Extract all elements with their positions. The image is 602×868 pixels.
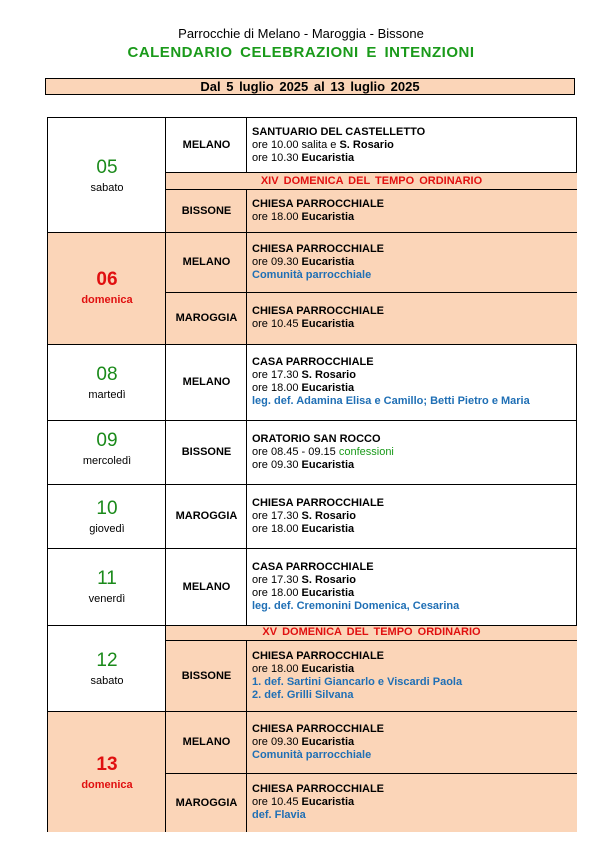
time-text: ore 17.30 [252,573,302,586]
date-number: 10 [96,498,118,519]
venue-name: CHIESA PARROCCHIALE [252,496,385,509]
event-details [247,232,577,292]
date-weekday: martedì [88,389,126,401]
banner-xv-sunday: XV DOMENICA DEL TEMPO ORDINARIO [262,626,481,638]
date-06 [48,269,166,306]
date-number: 13 [96,754,118,775]
date-number: 09 [96,430,118,451]
time-text: ore 18.00 [252,522,302,535]
calendar-table [47,117,577,832]
date-weekday: sabato [90,182,124,194]
date-09 [48,430,166,467]
place-label: MELANO [182,580,231,593]
event-type: S. Rosario [301,509,356,522]
row-divider [48,711,577,712]
event-type: confessioni [338,445,394,458]
time-text: ore 10.30 [252,151,302,164]
venue-name: CASA PARROCCHIALE [252,560,374,573]
date-weekday: giovedì [89,523,125,535]
event-details [247,773,577,832]
date-weekday: venerdì [88,593,126,605]
intention-text: Comunità parrocchiale [252,268,372,281]
row-divider [48,484,577,485]
place-label: MELANO [182,139,231,151]
row-divider [166,640,577,641]
event-type: Eucaristia [301,796,355,808]
time-text: ore 17.30 [252,369,302,381]
venue-name: CHIESA PARROCCHIALE [252,649,385,662]
intention-text: leg. def. Cremonini Domenica, Cesarina [252,599,460,612]
row-divider [48,625,577,626]
event-details [247,484,577,548]
event-details [247,190,577,232]
time-text: ore 10.45 [252,796,302,808]
row-divider [166,773,577,774]
date-12 [48,650,166,687]
event-type: Eucaristia [301,255,355,268]
event-type: S. Rosario [301,369,356,381]
event-type: Eucaristia [301,151,355,164]
venue-name: CASA PARROCCHIALE [252,356,374,368]
date-number: 06 [96,269,118,290]
event-type: Eucaristia [301,522,355,535]
parishes-header: Parrocchie di Melano - Maroggia - Bissone [178,26,424,41]
date-13 [48,754,166,791]
event-type: Eucaristia [301,458,355,471]
intention-text: 1. def. Sartini Giancarlo e Viscardi Paola [252,675,463,688]
column-divider [165,118,166,832]
event-details [247,118,577,172]
time-text: ore 08.45 - 09.15 [252,445,339,458]
event-details [247,344,577,420]
place-label: MELANO [182,256,231,268]
event-details [247,711,577,773]
column-divider [246,118,247,172]
time-text: ore 10.00 salita e [252,138,340,151]
venue-name: SANTUARIO DEL CASTELLETTO [252,125,426,138]
row-divider [166,292,577,293]
date-number: 12 [96,650,118,671]
event-type: S. Rosario [301,573,356,586]
place-label: MAROGGIA [175,312,238,324]
event-type: Eucaristia [301,662,355,675]
event-type: Eucaristia [301,382,355,394]
banner-xiv-sunday: XIV DOMENICA DEL TEMPO ORDINARIO [260,175,483,187]
column-divider [246,640,247,832]
date-weekday: mercoledì [82,455,132,467]
event-details [247,640,577,711]
place-label: MELANO [182,736,231,748]
row-divider [166,189,577,190]
intention-text: def. Flavia [252,809,306,821]
venue-name: CHIESA PARROCCHIALE [252,198,385,210]
event-details [247,420,577,484]
date-08 [48,364,166,401]
place-label: BISSONE [181,446,232,458]
date-weekday: sabato [90,675,124,687]
place-label: MAROGGIA [175,510,238,522]
time-text: ore 18.00 [252,211,302,223]
date-11 [48,568,166,605]
event-details [247,548,577,625]
date-10 [48,498,166,535]
date-05 [48,157,166,194]
date-weekday: domenica [81,779,133,791]
row-divider [48,420,577,421]
date-number: 11 [97,568,117,589]
place-label: MELANO [182,376,231,388]
event-type: Eucaristia [301,586,355,599]
row-divider [166,172,577,173]
intention-text: 2. def. Grilli Silvana [252,688,354,701]
row-divider [48,232,577,233]
event-type: Eucaristia [301,318,355,330]
place-label: MAROGGIA [175,796,238,809]
time-text: ore 18.00 [252,586,302,599]
place-label: BISSONE [181,669,232,682]
date-range-bar: Dal 5 luglio 2025 al 13 luglio 2025 [45,78,575,95]
event-type: Eucaristia [301,211,355,223]
time-text: ore 09.30 [252,255,302,268]
calendar-title: CALENDARIO CELEBRAZIONI E INTENZIONI [127,44,475,61]
time-text: ore 18.00 [252,382,302,394]
intention-text: leg. def. Adamina Elisa e Camillo; Betti Pietro e Maria [252,395,530,407]
time-text: ore 09.30 [252,458,302,471]
time-text: ore 09.30 [252,735,302,748]
venue-name: CHIESA PARROCCHIALE [252,305,385,317]
event-type: Eucaristia [301,735,355,748]
intention-text: Comunità parrocchiale [252,748,372,761]
date-number: 05 [96,157,118,178]
place-label: BISSONE [181,205,232,217]
date-number: 08 [96,364,118,385]
date-weekday: domenica [81,294,133,306]
time-text: ore 17.30 [252,509,302,522]
event-type: S. Rosario [339,138,394,151]
event-details [247,292,577,344]
time-text: ore 18.00 [252,662,302,675]
row-divider [48,344,577,345]
venue-name: CHIESA PARROCCHIALE [252,722,385,735]
time-text: ore 10.45 [252,318,302,330]
venue-name: ORATORIO SAN ROCCO [252,432,381,445]
column-divider [246,190,247,625]
row-divider [48,548,577,549]
venue-name: CHIESA PARROCCHIALE [252,783,385,795]
venue-name: CHIESA PARROCCHIALE [252,242,385,255]
